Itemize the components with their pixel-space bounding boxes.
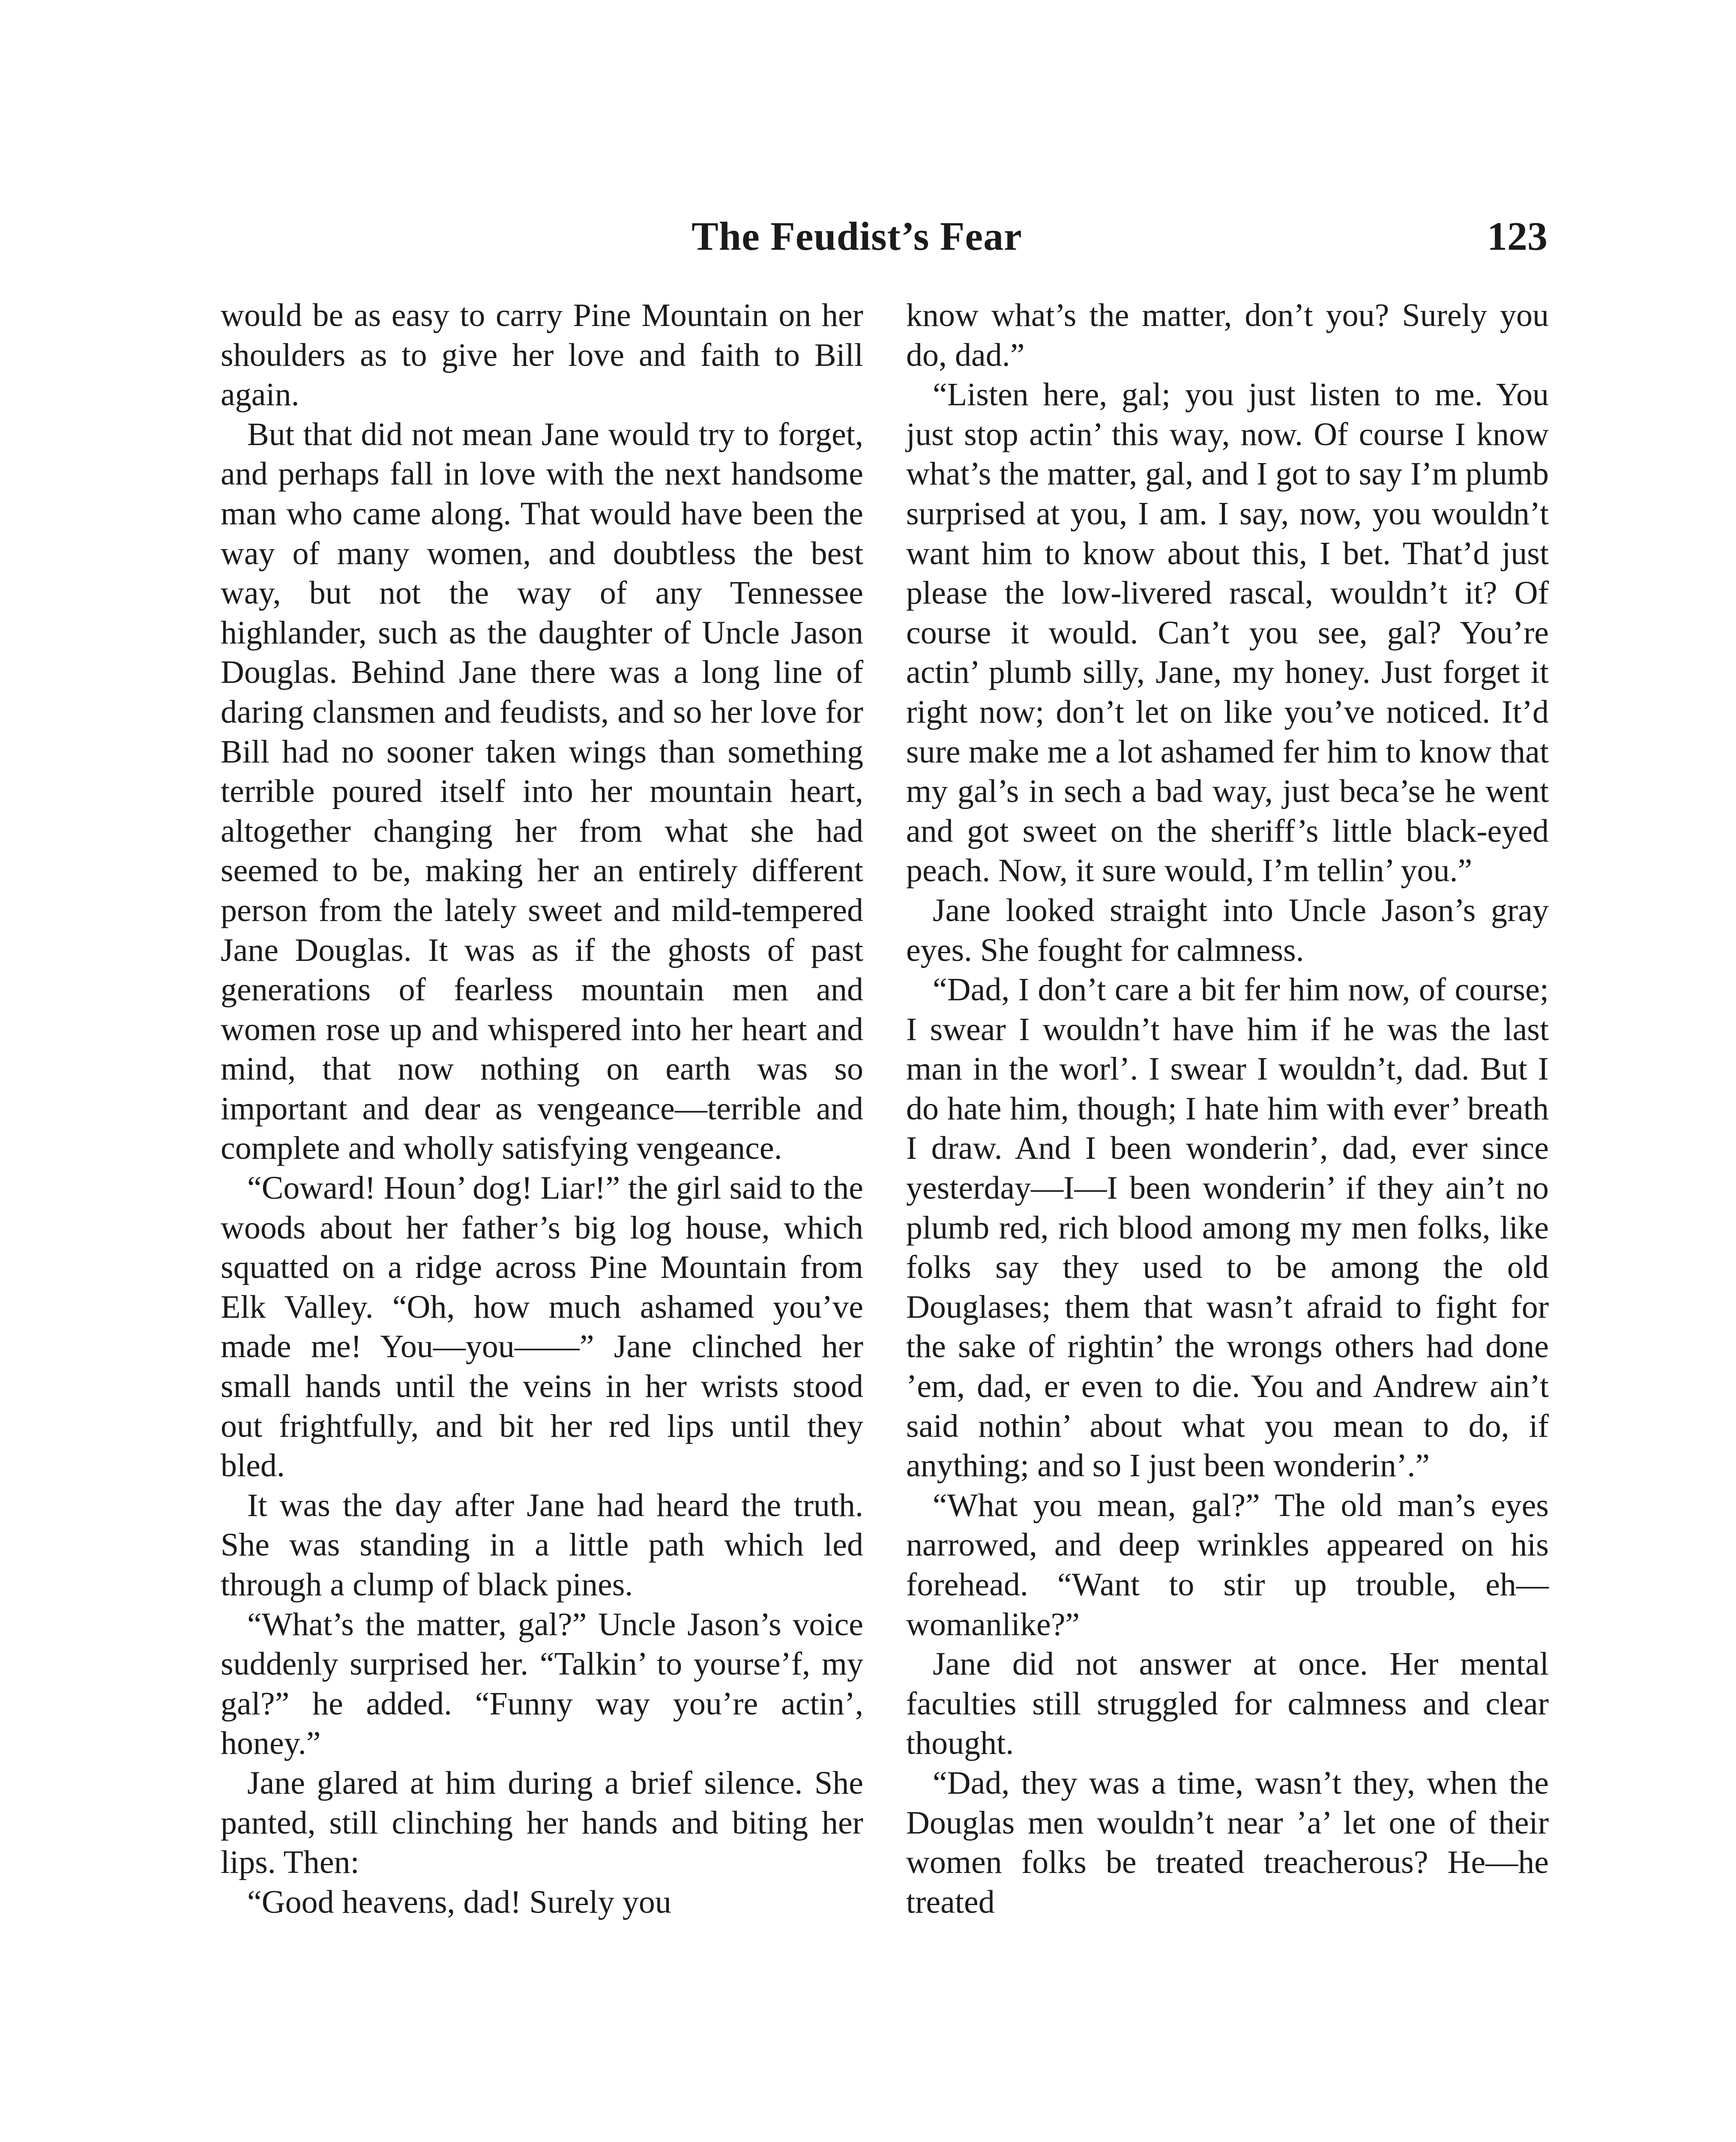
page-header: [0, 213, 1736, 273]
paragraph: “Dad, they was a time, wasn’t they, when the Douglas men wouldn’t near ’a’ let one of their women folks be treated treacherous? He—he treated: [906, 1765, 1549, 1920]
paragraph: “Good heavens, dad! Surely you: [247, 1884, 671, 1920]
paragraph: But that did not mean Jane would try to forget, and perhaps fall in love with the next handsome man who came along. That would have been the way of many women, and doubtless the best way, but not the way of any Tennessee highlander, such as the daughter of Uncle Jason Douglas. Behind Jane there was a long line of daring clansmen and feudists, and so her love for Bill had no sooner taken wings than something terrible poured itself into her mountain heart, altogether changing her from what she had seemed to be, making her an entirely different person from the lately sweet and mild-tempered Jane Douglas. It was as if the ghosts of past generations of fearless mountain men and women rose up and whispered into her heart and mind, that now nothing on earth was so important and dear as vengeance—terrible and complete and wholly satisfying vengeance.: [221, 416, 863, 1167]
paragraph: know what’s the matter, don’t you? Surely you do, dad.”: [906, 297, 1549, 373]
paragraph: “What you mean, gal?” The old man’s eyes narrowed, and deep wrinkles appeared on his forehead. “Want to stir up trouble, eh—womanlike?”: [906, 1487, 1549, 1642]
paragraph: “Dad, I don’t care a bit fer him now, of course; I swear I wouldn’t have him if he was the last man in the worl’. I swear I wouldn’t, dad. But I do hate him, though; I hate him with ever’ breath I draw. And I been wonderin’, dad, ever since yesterday—I—I been wonderin’ if they ain’t no plumb red, rich blood among my men folks, like folks say they used to be among the old Douglases; them that wasn’t afraid to fight for the sake of rightin’ the wrongs others had done ’em, dad, er even to die. You and Andrew ain’t said nothin’ about what you mean to do, if anything; and so I just been wonderin’.”: [906, 972, 1549, 1484]
paragraph: “Coward! Houn’ dog! Liar!” the girl said to the woods about her father’s big log house, which squatted on a ridge across Pine Mountain from Elk Valley. “Oh, how much ashamed you’ve made me! You—you——” Jane clinched her small hands until the veins in her wrists stood out frightfully, and bit her red lips until they bled.: [221, 1170, 863, 1484]
paragraph: Jane did not answer at once. Her mental faculties still struggled for calmness and clear thought.: [906, 1646, 1549, 1762]
paragraph: Jane glared at him during a brief silence. She panted, still clinching her hands and biting her lips. Then:: [221, 1765, 863, 1881]
running-head: The Feudist’s Fear: [691, 214, 1022, 259]
paragraph: Jane looked straight into Uncle Jason’s gray eyes. She fought for calmness.: [906, 892, 1549, 968]
page-number: 123: [1487, 214, 1547, 259]
left-column: [221, 296, 863, 1922]
paragraph: “What’s the matter, gal?” Uncle Jason’s voice suddenly surprised her. “Talkin’ to yourse’f, my gal?” he added. “Funny way you’re actin’, honey.”: [221, 1606, 863, 1762]
paragraph: “Listen here, gal; you just listen to me. You just stop actin’ this way, now. Of course I know what’s the matter, gal, and I got to say I’m plumb surprised at you, I am. I say, now, you wouldn’t want him to know about this, I bet. That’d just please the low-livered rascal, wouldn’t it? Of course it would. Can’t you see, gal? You’re actin’ plumb silly, Jane, my honey. Just forget it right now; don’t let on like you’ve noticed. It’d sure make me a lot ashamed fer him to know that my gal’s in sech a bad way, just beca’se he went and got sweet on the sheriff’s little black-eyed peach. Now, it sure would, I’m tellin’ you.”: [906, 377, 1549, 889]
paragraph: would be as easy to carry Pine Mountain on her shoulders as to give her love and faith to Bill again.: [221, 297, 863, 413]
right-column: [906, 296, 1549, 1922]
paragraph: It was the day after Jane had heard the truth. She was standing in a little path which led through a clump of black pines.: [221, 1487, 863, 1603]
